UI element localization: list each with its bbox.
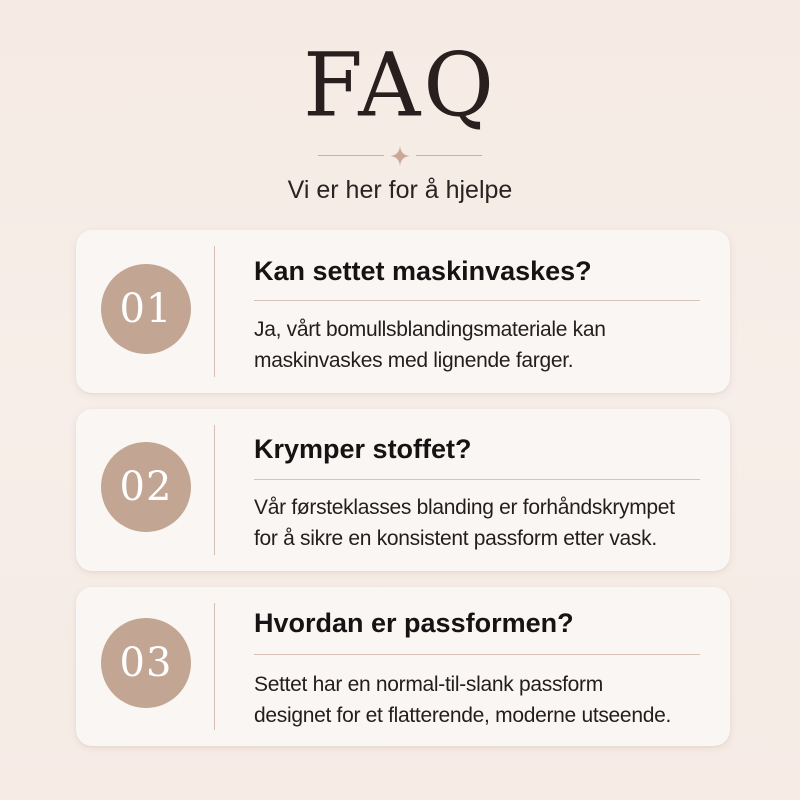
vertical-divider bbox=[214, 246, 215, 377]
title-ornament bbox=[318, 146, 482, 166]
question-divider bbox=[254, 654, 700, 655]
faq-question: Hvordan er passformen? bbox=[254, 608, 574, 638]
faq-number-badge: 02 bbox=[101, 442, 191, 532]
page-title: FAQ bbox=[303, 35, 497, 137]
faq-answer-line: Ja, vårt bomullsblandingsmateriale kan bbox=[254, 318, 606, 341]
faq-answer-line: maskinvaskes med lignende farger. bbox=[254, 349, 574, 372]
faq-answer-line: Vår førsteklasses blanding er forhåndskrympet bbox=[254, 496, 675, 519]
faq-answer-line: Settet har en normal-til-slank passform bbox=[254, 673, 603, 696]
faq-card bbox=[76, 230, 730, 393]
vertical-divider bbox=[214, 603, 215, 730]
diamond-star-icon bbox=[390, 146, 410, 166]
vertical-divider bbox=[214, 425, 215, 555]
faq-card bbox=[76, 587, 730, 746]
question-divider bbox=[254, 479, 700, 480]
faq-number-badge: 03 bbox=[101, 618, 191, 708]
question-divider bbox=[254, 300, 700, 301]
faq-header bbox=[0, 0, 800, 215]
ornament-line-right bbox=[416, 155, 482, 156]
faq-number-badge: 01 bbox=[101, 264, 191, 354]
faq-answer-line: for å sikre en konsistent passform etter vask. bbox=[254, 527, 657, 550]
page-subtitle: Vi er her for å hjelpe bbox=[287, 176, 513, 204]
faq-question: Kan settet maskinvaskes? bbox=[254, 256, 592, 286]
faq-card bbox=[76, 409, 730, 571]
faq-question: Krymper stoffet? bbox=[254, 434, 472, 464]
faq-answer-line: designet for et flatterende, moderne utseende. bbox=[254, 704, 671, 727]
ornament-line-left bbox=[318, 155, 384, 156]
